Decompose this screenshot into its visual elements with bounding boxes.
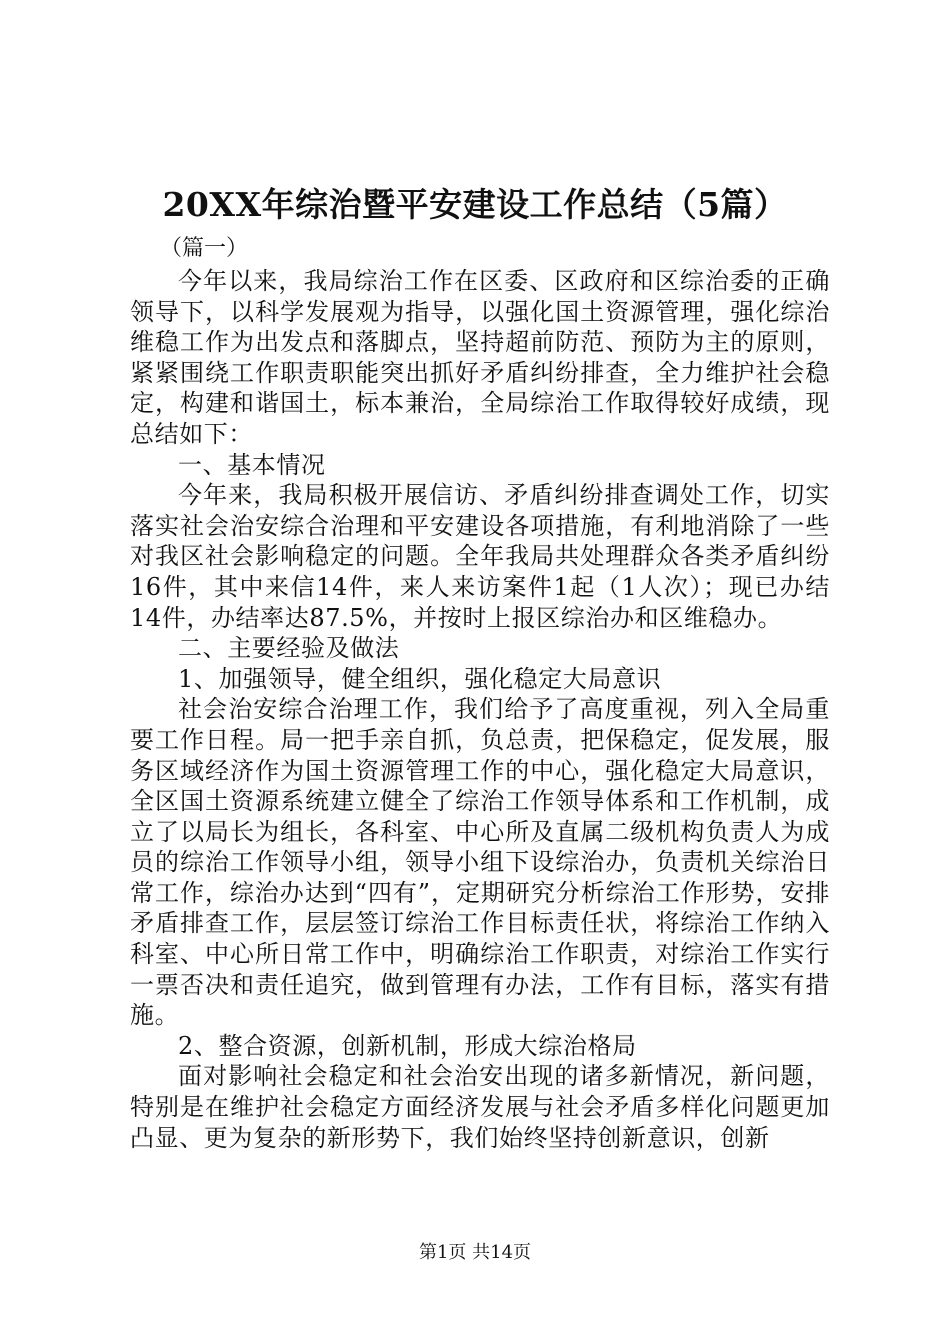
heading-main-experience: 二、主要经验及做法 bbox=[178, 634, 400, 663]
document-title: 20XX年综治暨平安建设工作总结（5篇） bbox=[162, 185, 788, 224]
paragraph-leadership: 社会治安综合治理工作，我们给予了高度重视，列入全局重要工作日程。局一把手亲自抓，负总责，把保稳定，促发展，服务区域经济作为国土资源管理工作的中心，强化稳定大局意识，全区国土资源系统建立健全了综治工作领导体系和工作机制，成立了以局长为组长，各科室、中心所及直属二级机构负责人为成员的综治工作领导小组，领导小组下设综治办，负责机关综治日常工作，综治办达到“四有”，定期研究分析综治工作形势，安排矛盾排查工作，层层签订综治工作目标责任状，将综治工作纳入科室、中心所日常工作中，明确综治工作职责，对综治工作实行一票否决和责任追究，做到管理有办法，工作有目标，落实有措施。 bbox=[130, 695, 830, 1030]
paragraph-intro: 今年以来，我局综治工作在区委、区政府和区综治委的正确领导下，以科学发展观为指导，以强化国土资源管理，强化综治维稳工作为出发点和落脚点，坚持超前防范、预防为主的原则，紧紧围绕工作职责职能突出抓好矛盾纠纷排查，全力维护社会稳定，构建和谐国土，标本兼治，全局综治工作取得较好成绩，现总结如下： bbox=[130, 267, 830, 448]
paragraph-basic-situation: 今年来，我局积极开展信访、矛盾纠纷排查调处工作，切实落实社会治安综合治理和平安建设各项措施，有利地消除了一些对我区社会影响稳定的问题。全年我局共处理群众各类矛盾纠纷16件，其中来信14件，来人来访案件1起（1人次）；现已办结14件，办结率达87.5%，并按时上报区综治办和区维稳办。 bbox=[130, 481, 830, 632]
paragraph-integration: 面对影响社会稳定和社会治安出现的诸多新情况，新问题，特别是在维护社会稳定方面经济发展与社会矛盾多样化问题更加凸显、更为复杂的新形势下，我们始终坚持创新意识，创新 bbox=[130, 1062, 830, 1152]
page-number: 第1页 共14页 bbox=[418, 1242, 532, 1263]
heading-basic-situation: 一、基本情况 bbox=[178, 450, 326, 479]
document-body bbox=[130, 266, 830, 1153]
subheading-integration: 2、整合资源，创新机制，形成大综治格局 bbox=[178, 1031, 637, 1060]
subheading-leadership: 1、加强领导，健全组织，强化稳定大局意识 bbox=[178, 664, 662, 693]
section-label: （篇一） bbox=[160, 236, 249, 261]
